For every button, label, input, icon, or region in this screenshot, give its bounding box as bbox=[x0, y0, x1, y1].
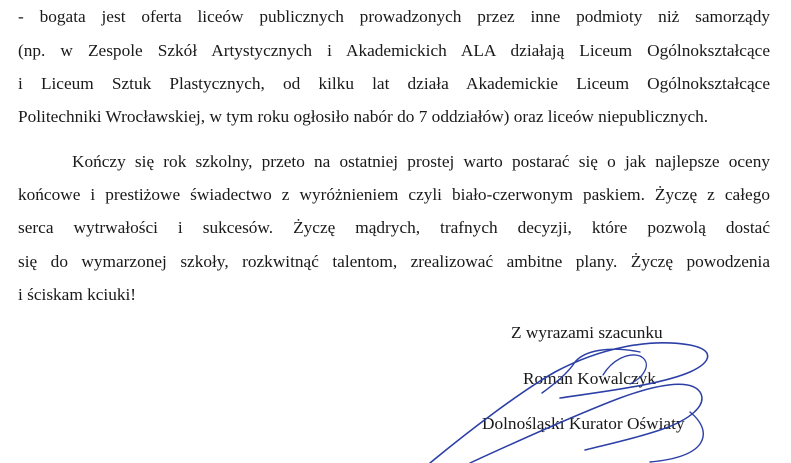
paragraph-1-line-1: - bogata jest oferta liceów publicznych prowadzonych przez inne podmioty niż samorządy bbox=[18, 7, 770, 26]
paragraph-1-line-4: Politechniki Wrocławskiej, w tym roku ogłosiło nabór do 7 oddziałów) oraz liceów niepublicznych. bbox=[18, 107, 709, 126]
paragraph-1-line-3: i Liceum Sztuk Plastycznych, od kilku lat działa Akademickie Liceum Ogólnokształcące bbox=[18, 74, 770, 93]
paragraph-1-line-2: (np. w Zespole Szkół Artystycznych i Akademickich ALA działają Liceum Ogólnokształcące bbox=[18, 41, 770, 60]
paragraph-2-line-3: serca wytrwałości i sukcesów. Życzę mądrych, trafnych decyzji, które pozwolą dostać bbox=[18, 218, 770, 237]
signatory-title: Dolnośląski Kurator Oświaty bbox=[482, 414, 685, 433]
paragraph-2-line-5: i ściskam kciuki! bbox=[18, 285, 137, 304]
paragraph-2-line-2: końcowe i prestiżowe świadectwo z wyróżnieniem czyli biało-czerwonym paskiem. Życzę z całego bbox=[18, 185, 770, 204]
paragraph-2-line-4: się do wymarzonej szkoły, rozkwitnąć talentom, zrealizować ambitne plany. Życzę powodzenia bbox=[18, 252, 770, 271]
signature-stroke bbox=[430, 343, 708, 463]
closing-salutation: Z wyrazami szacunku bbox=[511, 323, 663, 342]
paragraph-2-line-1: Kończy się rok szkolny, przeto na ostatniej prostej warto postarać się o jak najlepsze oceny bbox=[72, 152, 770, 171]
signatory-name: Roman Kowalczyk bbox=[523, 369, 656, 388]
